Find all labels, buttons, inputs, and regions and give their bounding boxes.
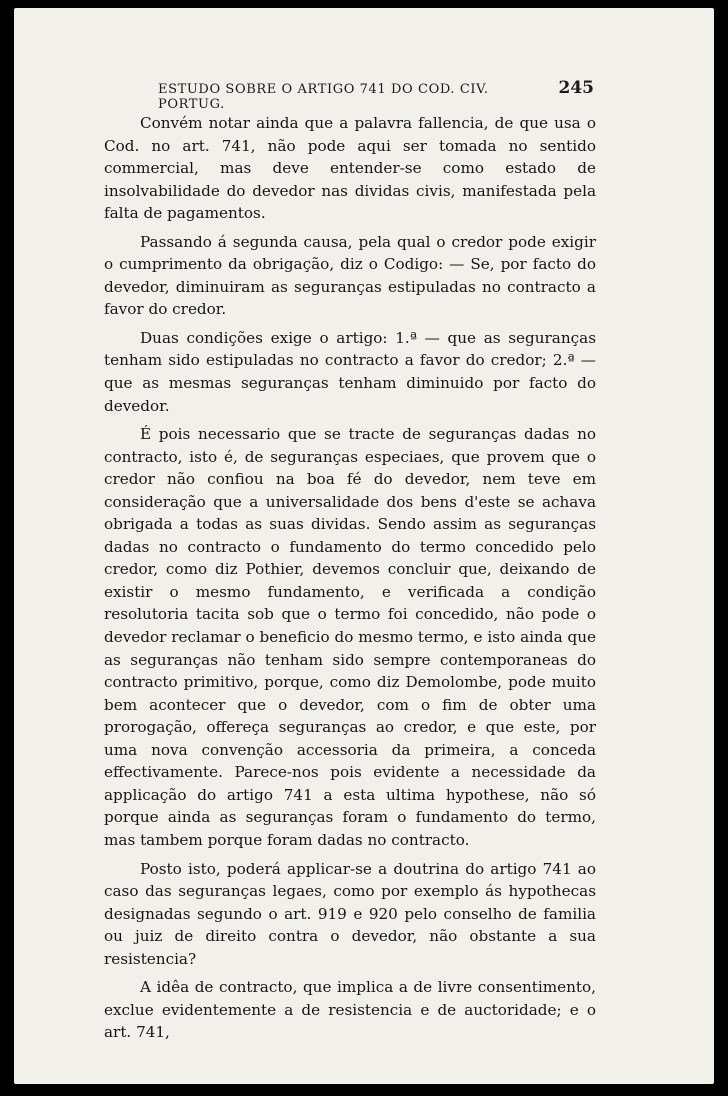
paragraph-5: Posto isto, poderá applicar-se a doutrina do artigo 741 ao caso das seguranças legaes, como por exemplo ás hypothecas designadas segundo o art. 919 e 920 pelo conselho de familia ou juiz de direito contra o devedor, não obstante a sua resistencia? <box>104 859 596 968</box>
running-title: ESTUDO SOBRE O ARTIGO 741 DO COD. CIV. PORTUG. <box>158 82 489 112</box>
paragraph-6: A idêa de contracto, que implica a de livre consentimento, exclue evidentemente a de resistencia e de auctoridade; e o art. 741, <box>104 978 596 1042</box>
paragraph-2: Passando á segunda causa, pela qual o credor pode exigir o cumprimento da obrigação, diz o Codigo: — Se, por facto do devedor, diminuiram as seguranças estipuladas no contracto a favor do credor. <box>104 232 596 319</box>
body-text <box>104 112 596 1044</box>
page-number: 245 <box>558 78 594 98</box>
running-header <box>158 78 594 112</box>
paragraph-3: Duas condições exige o artigo: 1.ª — que as seguranças tenham sido estipuladas no contracto a favor do credor; 2.ª — que as mesmas seguranças tenham diminuido por facto do devedor. <box>104 328 596 415</box>
paragraph-4: É pois necessario que se tracte de seguranças dadas no contracto, isto é, de seguranças especiaes, que provem que o credor não confiou na boa fé do devedor, nem teve em consideração que a universalidade dos bens d'este se achava obrigada a todas as suas dividas. Sendo assim as seguranças dadas no contracto o fundamento do termo concedido pelo credor, como diz Pothier, devemos concluir que, deixando de existir o mesmo fundamento, e verificada a condição resolutoria tacita sob que o termo foi concedido, não pode o devedor reclamar o beneficio do mesmo termo, e isto ainda que as seguranças não tenham sido sempre contemporaneas do contracto primitivo, porque, como diz Demolombe, pode muito bem acontecer que o devedor, com o fim de obter uma prorogação, offereça seguranças ao credor, e que este, por uma nova convenção accessoria da primeira, a conceda effectivamente. Parece-nos pois evidente a necessidade da applicação do artigo 741 a esta ultima hypothese, não só porque ainda as seguranças foram o fundamento do termo, mas tambem porque foram dadas no contracto. <box>104 425 596 849</box>
paragraph-1: Convém notar ainda que a palavra fallencia, de que usa o Cod. no art. 741, não pode aqui ser tomada no sentido commercial, mas deve entender-se como estado de insolvabilidade do devedor nas dividas civis, manifestada pela falta de pagamentos. <box>104 114 596 223</box>
